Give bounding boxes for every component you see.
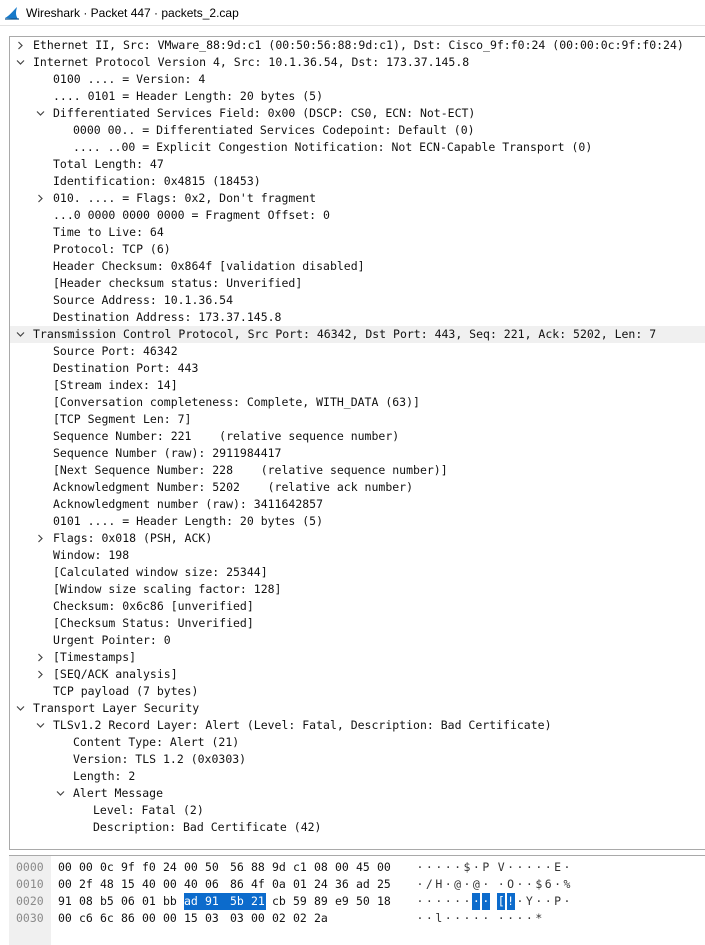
hex-byte[interactable]: 03: [230, 911, 244, 925]
hex-byte[interactable]: 2f: [79, 877, 93, 891]
tree-row-label: TLSv1.2 Record Layer: Alert (Level: Fatal, Description: Bad Certificate): [53, 718, 552, 732]
ascii-char[interactable]: ·: [416, 877, 424, 891]
hex-byte[interactable]: 02: [293, 911, 307, 925]
ascii-char[interactable]: l: [435, 911, 443, 925]
tree-row-label: Flags: 0x018 (PSH, ACK): [53, 531, 213, 545]
ascii-char[interactable]: *: [535, 911, 543, 925]
hex-byte[interactable]: 00: [335, 860, 349, 874]
tree-row[interactable]: [10, 768, 705, 785]
tree-row[interactable]: [10, 224, 705, 241]
hex-byte[interactable]: 00: [163, 877, 177, 891]
tree-row-label: [Next Sequence Number: 228 (relative sequence number)]: [53, 463, 448, 477]
chevron-down-icon[interactable]: [54, 785, 66, 802]
title-bar: [0, 0, 705, 26]
ascii-char[interactable]: ·: [516, 860, 524, 874]
ascii-char[interactable]: ·: [554, 877, 562, 891]
ascii-char[interactable]: ·: [525, 860, 533, 874]
ascii-char[interactable]: ·: [482, 911, 490, 925]
ascii-char[interactable]: O: [507, 877, 515, 891]
tree-row-label: 010. .... = Flags: 0x2, Don't fragment: [53, 191, 317, 205]
hex-byte[interactable]: 5b: [230, 893, 251, 910]
hex-byte[interactable]: 2a: [314, 911, 328, 925]
ascii-char[interactable]: ·: [525, 911, 533, 925]
tree-row[interactable]: [10, 666, 705, 683]
tree-row[interactable]: [10, 360, 705, 377]
tree-row-label: Header Checksum: 0x864f [validation disabled]: [53, 259, 365, 273]
tree-row-label: 0000 00.. = Differentiated Services Codepoint: Default (0): [73, 123, 475, 137]
tree-row[interactable]: [10, 445, 705, 462]
hex-byte[interactable]: 0a: [272, 877, 286, 891]
ascii-char[interactable]: ·: [435, 894, 443, 908]
ascii-char[interactable]: ·: [472, 860, 480, 874]
tree-row[interactable]: [10, 615, 705, 632]
tree-row-label: [Timestamps]: [53, 650, 137, 664]
tree-row-label: [Conversation completeness: Complete, WITH_DATA (63)]: [53, 395, 420, 409]
hex-byte[interactable]: 9d: [272, 860, 286, 874]
tree-row-label: Checksum: 0x6c86 [unverified]: [53, 599, 254, 613]
tree-row[interactable]: [10, 785, 705, 802]
packet-details-tree[interactable]: [9, 36, 705, 850]
ascii-char[interactable]: ·: [435, 860, 443, 874]
hex-byte[interactable]: 25: [377, 877, 391, 891]
ascii-char[interactable]: ·: [454, 894, 462, 908]
tree-row-label: Version: TLS 1.2 (0x0303): [73, 752, 247, 766]
hex-byte[interactable]: 00: [184, 860, 198, 874]
ascii-char[interactable]: ·: [563, 894, 571, 908]
ascii-char[interactable]: Y: [525, 894, 533, 908]
tree-row-label: Destination Port: 443: [53, 361, 199, 375]
ascii-char[interactable]: ·: [416, 894, 424, 908]
tree-row[interactable]: [10, 683, 705, 700]
hex-byte[interactable]: 00: [58, 877, 72, 891]
hex-byte[interactable]: 24: [163, 860, 177, 874]
tree-row-label: Length: 2: [73, 769, 136, 783]
ascii-char[interactable]: %: [563, 877, 571, 891]
tree-row[interactable]: [10, 564, 705, 581]
ascii-char[interactable]: 6: [544, 877, 552, 891]
hex-byte[interactable]: 6c: [100, 911, 114, 925]
tree-row[interactable]: [10, 88, 705, 105]
tree-row-label: .... 0101 = Header Length: 20 bytes (5): [53, 89, 324, 103]
tree-row[interactable]: [10, 581, 705, 598]
tree-row[interactable]: [10, 139, 705, 156]
tree-row[interactable]: [10, 751, 705, 768]
tree-row-label: 0100 .... = Version: 4: [53, 72, 206, 86]
chevron-right-icon[interactable]: [34, 190, 46, 207]
hex-byte[interactable]: 0c: [100, 860, 114, 874]
hex-byte[interactable]: 03: [205, 911, 219, 925]
ascii-char[interactable]: ·: [425, 894, 433, 908]
tree-row-label: Source Address: 10.1.36.54: [53, 293, 234, 307]
tree-row[interactable]: [10, 530, 705, 547]
hex-byte[interactable]: bb: [163, 894, 177, 908]
ascii-char[interactable]: ·: [507, 860, 515, 874]
hex-offset: 0020: [16, 894, 44, 908]
tree-row[interactable]: [10, 717, 705, 734]
hex-byte[interactable]: 40: [184, 877, 198, 891]
tree-row[interactable]: [10, 258, 705, 275]
hex-byte[interactable]: 00: [79, 860, 93, 874]
tree-row[interactable]: [10, 326, 705, 343]
ascii-char[interactable]: H: [435, 877, 443, 891]
hex-byte[interactable]: 08: [79, 894, 93, 908]
hex-byte[interactable]: 02: [272, 911, 286, 925]
ascii-char[interactable]: P: [482, 860, 490, 874]
tree-row[interactable]: [10, 819, 705, 836]
ascii-char[interactable]: ·: [425, 911, 433, 925]
ascii-char[interactable]: P: [554, 894, 562, 908]
hex-byte[interactable]: 24: [314, 877, 328, 891]
hex-byte[interactable]: 00: [163, 911, 177, 925]
tree-row[interactable]: [10, 377, 705, 394]
tree-row[interactable]: [10, 734, 705, 751]
ascii-char[interactable]: @: [454, 877, 462, 891]
tree-row-label: Transport Layer Security: [33, 701, 200, 715]
tree-row[interactable]: [10, 411, 705, 428]
tree-row-label: Alert Message: [73, 786, 164, 800]
tree-row-label: [TCP Segment Len: 7]: [53, 412, 192, 426]
hex-offset: 0010: [16, 877, 44, 891]
tree-row[interactable]: [10, 190, 705, 207]
hex-byte[interactable]: 89: [314, 894, 328, 908]
chevron-down-icon[interactable]: [34, 717, 46, 734]
hex-byte[interactable]: 48: [100, 877, 114, 891]
tree-row[interactable]: [10, 462, 705, 479]
tree-row[interactable]: [10, 173, 705, 190]
hex-byte[interactable]: 86: [230, 877, 244, 891]
hex-offset: 0000: [16, 860, 44, 874]
hex-byte[interactable]: 18: [377, 894, 391, 908]
hex-byte[interactable]: 56: [230, 860, 244, 874]
ascii-char[interactable]: ·: [516, 894, 524, 908]
tree-row-label: [Stream index: 14]: [53, 378, 178, 392]
tree-row[interactable]: [10, 105, 705, 122]
tree-row-label: Content Type: Alert (21): [73, 735, 240, 749]
hex-byte[interactable]: 15: [184, 911, 198, 925]
hex-byte[interactable]: 21: [251, 894, 265, 908]
tree-row[interactable]: [10, 632, 705, 649]
tree-row[interactable]: [10, 71, 705, 88]
tree-row-label: Window: 198: [53, 548, 130, 562]
tree-row-label: Description: Bad Certificate (42): [93, 820, 322, 834]
tree-row[interactable]: [10, 156, 705, 173]
tree-row-label: TCP payload (7 bytes): [53, 684, 199, 698]
ascii-char[interactable]: ·: [444, 911, 452, 925]
tree-row-label: [SEQ/ACK analysis]: [53, 667, 178, 681]
ascii-char[interactable]: ·: [516, 911, 524, 925]
chevron-right-icon[interactable]: [34, 530, 46, 547]
hex-byte[interactable]: 88: [251, 860, 265, 874]
tree-row-label: Identification: 0x4815 (18453): [53, 174, 261, 188]
tree-row[interactable]: [10, 122, 705, 139]
ascii-char[interactable]: ·: [482, 877, 490, 891]
tree-row-label: Protocol: TCP (6): [53, 242, 171, 256]
hex-byte[interactable]: 36: [335, 877, 349, 891]
ascii-char[interactable]: ·: [516, 877, 524, 891]
ascii-char[interactable]: ·: [425, 860, 433, 874]
hex-byte[interactable]: 15: [121, 877, 135, 891]
hex-byte[interactable]: 50: [205, 860, 219, 874]
hex-byte[interactable]: 86: [121, 911, 135, 925]
tree-row[interactable]: [10, 241, 705, 258]
packet-bytes-pane[interactable]: [9, 855, 705, 945]
tree-row[interactable]: [10, 343, 705, 360]
ascii-char[interactable]: E: [554, 860, 562, 874]
hex-byte[interactable]: c1: [293, 860, 307, 874]
hex-byte[interactable]: 00: [142, 911, 156, 925]
ascii-char[interactable]: $: [535, 877, 543, 891]
tree-row[interactable]: [10, 700, 705, 717]
ascii-char[interactable]: ·: [454, 911, 462, 925]
hex-row[interactable]: [9, 910, 705, 927]
tree-row[interactable]: [10, 428, 705, 445]
hex-byte[interactable]: 91: [58, 894, 72, 908]
tree-row-label: ...0 0000 0000 0000 = Fragment Offset: 0: [53, 208, 330, 222]
chevron-down-icon[interactable]: [34, 105, 46, 122]
tree-row-label: Destination Address: 173.37.145.8: [53, 310, 282, 324]
hex-byte[interactable]: 59: [293, 894, 307, 908]
hex-byte[interactable]: 50: [356, 894, 370, 908]
chevron-down-icon[interactable]: [14, 700, 26, 717]
tree-row-label: Acknowledgment Number: 5202 (relative ack number): [53, 480, 414, 494]
tree-row[interactable]: [10, 394, 705, 411]
ascii-char[interactable]: ·: [497, 911, 505, 925]
ascii-char[interactable]: ·: [507, 911, 515, 925]
ascii-char[interactable]: !: [507, 894, 515, 908]
hex-byte[interactable]: 00: [251, 911, 265, 925]
hex-byte[interactable]: 9f: [121, 860, 135, 874]
tree-row-label: [Header checksum status: Unverified]: [53, 276, 303, 290]
tree-row[interactable]: [10, 513, 705, 530]
hex-byte[interactable]: b5: [100, 894, 114, 908]
ascii-char[interactable]: ·: [463, 894, 471, 908]
tree-row-label: Total Length: 47: [53, 157, 164, 171]
tree-row-label: 0101 .... = Header Length: 20 bytes (5): [53, 514, 324, 528]
tree-row-label: Source Port: 46342: [53, 344, 178, 358]
ascii-char[interactable]: ·: [463, 877, 471, 891]
chevron-right-icon[interactable]: [34, 666, 46, 683]
ascii-char[interactable]: [: [497, 894, 505, 908]
tree-row-label: Time to Live: 64: [53, 225, 164, 239]
chevron-down-icon[interactable]: [14, 326, 26, 343]
hex-byte[interactable]: 01: [142, 894, 156, 908]
hex-byte[interactable]: 06: [205, 877, 219, 891]
ascii-char[interactable]: ·: [525, 877, 533, 891]
ascii-char[interactable]: ·: [463, 911, 471, 925]
hex-byte[interactable]: f0: [142, 860, 156, 874]
tree-row[interactable]: [10, 547, 705, 564]
ascii-char[interactable]: ·: [444, 877, 452, 891]
ascii-char[interactable]: ·: [472, 894, 480, 908]
hex-byte[interactable]: ad: [184, 893, 205, 910]
tree-row[interactable]: [10, 54, 705, 71]
tree-row-label: [Window size scaling factor: 128]: [53, 582, 282, 596]
chevron-down-icon[interactable]: [14, 54, 26, 71]
hex-byte[interactable]: 08: [314, 860, 328, 874]
tree-row-label: [Checksum Status: Unverified]: [53, 616, 254, 630]
ascii-char[interactable]: ·: [444, 894, 452, 908]
chevron-right-icon[interactable]: [34, 649, 46, 666]
hex-byte[interactable]: ad: [356, 877, 370, 891]
hex-row[interactable]: [9, 859, 705, 876]
hex-row[interactable]: [9, 893, 705, 910]
ascii-char[interactable]: V: [497, 860, 505, 874]
tree-row-label: Level: Fatal (2): [93, 803, 204, 817]
tree-row-label: Internet Protocol Version 4, Src: 10.1.36.54, Dst: 173.37.145.8: [33, 55, 470, 69]
ascii-char[interactable]: ·: [544, 894, 552, 908]
hex-byte[interactable]: 06: [121, 894, 135, 908]
ascii-char[interactable]: ·: [482, 894, 490, 908]
tree-row[interactable]: [10, 802, 705, 819]
ascii-char[interactable]: ·: [563, 860, 571, 874]
ascii-char[interactable]: ·: [444, 860, 452, 874]
ascii-char[interactable]: $: [463, 860, 471, 874]
ascii-char[interactable]: ·: [454, 860, 462, 874]
tree-row-label: Ethernet II, Src: VMware_88:9d:c1 (00:50:56:88:9d:c1), Dst: Cisco_9f:f0:24 (00:00:0c:9f:f0:24): [33, 38, 684, 52]
wireshark-fin-icon: [4, 5, 20, 21]
hex-byte[interactable]: e9: [335, 894, 349, 908]
tree-row-label: Sequence Number: 221 (relative sequence number): [53, 429, 400, 443]
ascii-char[interactable]: ·: [416, 911, 424, 925]
tree-row[interactable]: [10, 292, 705, 309]
tree-row[interactable]: [10, 37, 705, 54]
ascii-char[interactable]: ·: [472, 911, 480, 925]
tree-row-label: Acknowledgment number (raw): 3411642857: [53, 497, 324, 511]
tree-row-label: Differentiated Services Field: 0x00 (DSCP: CS0, ECN: Not-ECT): [53, 106, 476, 120]
tree-row[interactable]: [10, 649, 705, 666]
hex-byte[interactable]: cb: [272, 894, 286, 908]
ascii-char[interactable]: ·: [416, 860, 424, 874]
hex-byte[interactable]: 40: [142, 877, 156, 891]
ascii-char[interactable]: @: [472, 877, 480, 891]
hex-offset: 0030: [16, 911, 44, 925]
tree-row[interactable]: [10, 207, 705, 224]
tree-row[interactable]: [10, 309, 705, 326]
ascii-char[interactable]: ·: [497, 877, 505, 891]
hex-byte[interactable]: 01: [293, 877, 307, 891]
hex-byte[interactable]: 91: [205, 893, 230, 910]
ascii-char[interactable]: ·: [544, 860, 552, 874]
tree-row-label: .... ..00 = Explicit Congestion Notification: Not ECN-Capable Transport (0): [73, 140, 593, 154]
hex-byte[interactable]: 4f: [251, 877, 265, 891]
tree-row-label: [Calculated window size: 25344]: [53, 565, 268, 579]
window-title: Wireshark · Packet 447 · packets_2.cap: [26, 5, 239, 20]
tree-row-label: Sequence Number (raw): 2911984417: [53, 446, 282, 460]
hex-byte[interactable]: 45: [356, 860, 370, 874]
ascii-char[interactable]: /: [425, 877, 433, 891]
hex-row[interactable]: [9, 876, 705, 893]
tree-row[interactable]: [10, 598, 705, 615]
ascii-char[interactable]: ·: [535, 894, 543, 908]
hex-byte[interactable]: c6: [79, 911, 93, 925]
hex-byte[interactable]: 00: [58, 911, 72, 925]
tree-row[interactable]: [10, 275, 705, 292]
tree-row[interactable]: [10, 479, 705, 496]
hex-byte[interactable]: 00: [377, 860, 391, 874]
tree-row[interactable]: [10, 496, 705, 513]
chevron-right-icon[interactable]: [14, 37, 26, 54]
tree-row-label: Urgent Pointer: 0: [53, 633, 171, 647]
hex-byte[interactable]: 00: [58, 860, 72, 874]
tree-row-label: Transmission Control Protocol, Src Port: 46342, Dst Port: 443, Seq: 221, Ack: 5202, Len: 7: [33, 327, 657, 341]
ascii-char[interactable]: ·: [535, 860, 543, 874]
